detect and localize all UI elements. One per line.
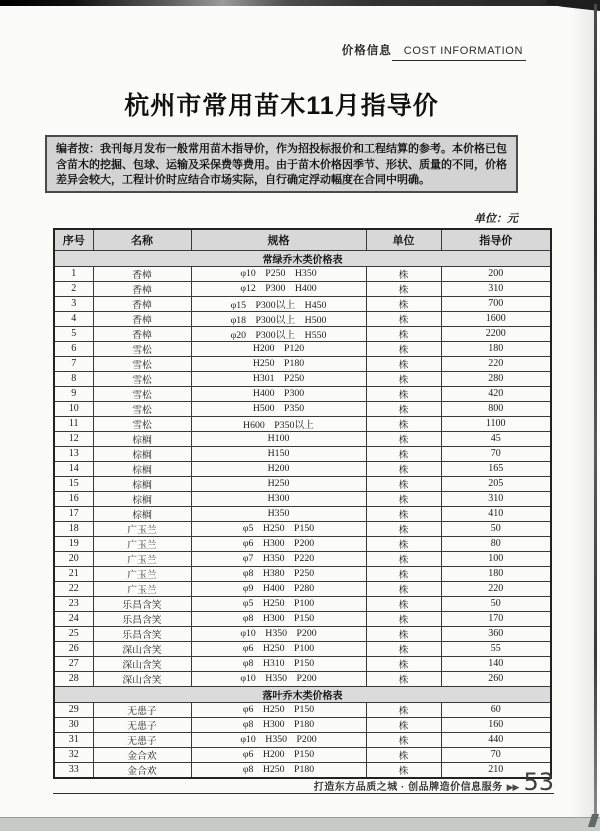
row-index: 3: [54, 296, 93, 311]
guide-price: 140: [441, 656, 551, 671]
plant-name: 深山含笑: [93, 671, 191, 686]
scan-right-page-edge: [594, 4, 597, 817]
table-section-header: [54, 686, 551, 702]
unit: 株: [366, 762, 441, 778]
spec: φ6 H250 P100: [191, 641, 366, 656]
row-index: 1: [54, 266, 93, 281]
guide-price: 410: [441, 506, 551, 521]
plant-name: 棕榈: [93, 461, 191, 476]
guide-price: 420: [441, 386, 551, 401]
table-row: [54, 356, 551, 371]
plant-name: 广玉兰: [93, 536, 191, 551]
unit: 株: [366, 717, 441, 732]
plant-name: 金合欢: [93, 747, 191, 762]
unit: 株: [366, 401, 441, 416]
spec: φ18 P300以上 H500: [191, 311, 366, 326]
spec: H200 P120: [191, 341, 366, 356]
guide-price: 2200: [441, 326, 551, 341]
plant-name: 金合欢: [93, 762, 191, 778]
scan-bottom-band: [0, 817, 600, 831]
table-section-title: 常绿乔木类价格表: [54, 250, 551, 266]
double-arrow-icon: ▶▶: [506, 782, 519, 792]
plant-name: 深山含笑: [93, 641, 191, 656]
guide-price: 1100: [441, 416, 551, 431]
row-index: 24: [54, 611, 93, 626]
spec: H200: [191, 461, 366, 476]
plant-name: 香樟: [93, 311, 191, 326]
plant-name: 乐昌含笑: [93, 596, 191, 611]
guide-price: 210: [441, 762, 551, 778]
plant-name: 雪松: [93, 356, 191, 371]
spec: H301 P250: [191, 371, 366, 386]
column-header-unit: 单位: [366, 229, 441, 250]
table-row: [54, 671, 551, 686]
unit: 株: [366, 671, 441, 686]
table-row: [54, 732, 551, 747]
guide-price: 50: [441, 596, 551, 611]
table-row: [54, 747, 551, 762]
spec: φ8 H310 P150: [191, 656, 366, 671]
plant-name: 棕榈: [93, 476, 191, 491]
guide-price: 360: [441, 626, 551, 641]
plant-name: 雪松: [93, 371, 191, 386]
guide-price: 50: [441, 521, 551, 536]
footer: [314, 768, 554, 796]
price-table: [53, 228, 552, 779]
plant-name: 香樟: [93, 296, 191, 311]
spec: φ8 H300 P150: [191, 611, 366, 626]
table-row: [54, 416, 551, 431]
spec: H300: [191, 491, 366, 506]
table-row: [54, 536, 551, 551]
row-index: 15: [54, 476, 93, 491]
row-index: 12: [54, 431, 93, 446]
plant-name: 雪松: [93, 386, 191, 401]
unit: 株: [366, 611, 441, 626]
row-index: 22: [54, 581, 93, 596]
plant-name: 无患子: [93, 717, 191, 732]
row-index: 26: [54, 641, 93, 656]
unit: 株: [366, 356, 441, 371]
guide-price: 220: [441, 581, 551, 596]
guide-price: 280: [441, 371, 551, 386]
spec: φ10 H350 P200: [191, 732, 366, 747]
spec: φ8 H380 P250: [191, 566, 366, 581]
scan-right-shading: [570, 6, 594, 817]
table-row: [54, 266, 551, 281]
row-index: 30: [54, 717, 93, 732]
spec: φ12 P300 H400: [191, 281, 366, 296]
table-header-row: [54, 229, 551, 250]
plant-name: 无患子: [93, 732, 191, 747]
unit: 株: [366, 506, 441, 521]
spec: H250: [191, 476, 366, 491]
column-header-price: 指导价: [441, 229, 551, 250]
guide-price: 170: [441, 611, 551, 626]
table-row: [54, 476, 551, 491]
guide-price: 260: [441, 671, 551, 686]
unit: 株: [366, 521, 441, 536]
spec: φ10 P250 H350: [191, 266, 366, 281]
row-index: 25: [54, 626, 93, 641]
row-index: 5: [54, 326, 93, 341]
table-row: [54, 401, 551, 416]
unit: 株: [366, 341, 441, 356]
plant-name: 无患子: [93, 702, 191, 717]
unit: 株: [366, 581, 441, 596]
table-row: [54, 702, 551, 717]
plant-name: 棕榈: [93, 491, 191, 506]
table-row: [54, 491, 551, 506]
row-index: 7: [54, 356, 93, 371]
unit: 株: [366, 732, 441, 747]
plant-name: 广玉兰: [93, 581, 191, 596]
unit: 株: [366, 446, 441, 461]
table-row: [54, 596, 551, 611]
table-row: [54, 431, 551, 446]
spec: φ5 H250 P150: [191, 521, 366, 536]
table-row: [54, 371, 551, 386]
table-row: [54, 461, 551, 476]
column-header-index: 序号: [54, 229, 93, 250]
table-row: [54, 581, 551, 596]
table-row: [54, 446, 551, 461]
guide-price: 160: [441, 717, 551, 732]
unit: 株: [366, 596, 441, 611]
guide-price: 200: [441, 266, 551, 281]
plant-name: 广玉兰: [93, 566, 191, 581]
table-row: [54, 641, 551, 656]
row-index: 18: [54, 521, 93, 536]
table-row: [54, 656, 551, 671]
table-row: [54, 281, 551, 296]
guide-price: 45: [441, 431, 551, 446]
row-index: 16: [54, 491, 93, 506]
guide-price: 180: [441, 566, 551, 581]
plant-name: 广玉兰: [93, 521, 191, 536]
spec: φ9 H400 P280: [191, 581, 366, 596]
plant-name: 棕榈: [93, 431, 191, 446]
footer-rule: [53, 793, 554, 794]
spec: φ8 H250 P180: [191, 762, 366, 778]
guide-price: 180: [441, 341, 551, 356]
spec: H600 P350以上: [191, 416, 366, 431]
row-index: 32: [54, 747, 93, 762]
unit: 株: [366, 431, 441, 446]
guide-price: 310: [441, 281, 551, 296]
plant-name: 棕榈: [93, 446, 191, 461]
guide-price: 220: [441, 356, 551, 371]
spec: H100: [191, 431, 366, 446]
unit: 株: [366, 536, 441, 551]
page-title: 杭州市常用苗木11月指导价: [124, 92, 439, 120]
spec: H350: [191, 506, 366, 521]
row-index: 11: [54, 416, 93, 431]
table-row: [54, 566, 551, 581]
unit: 株: [366, 702, 441, 717]
unit-note: 单位：元: [474, 213, 518, 225]
unit: 株: [366, 551, 441, 566]
plant-name: 香樟: [93, 281, 191, 296]
row-index: 23: [54, 596, 93, 611]
table-row: [54, 551, 551, 566]
unit: 株: [366, 371, 441, 386]
table-row: [54, 341, 551, 356]
table-row: [54, 296, 551, 311]
row-index: 2: [54, 281, 93, 296]
column-header-spec: 规格: [191, 229, 366, 250]
unit: 株: [366, 416, 441, 431]
unit: 株: [366, 326, 441, 341]
row-index: 19: [54, 536, 93, 551]
table-row: [54, 611, 551, 626]
spec: H400 P300: [191, 386, 366, 401]
plant-name: 广玉兰: [93, 551, 191, 566]
guide-price: 70: [441, 747, 551, 762]
guide-price: 1600: [441, 311, 551, 326]
price-table-body: [54, 250, 551, 778]
plant-name: 乐昌含笑: [93, 626, 191, 641]
guide-price: 80: [441, 536, 551, 551]
row-index: 28: [54, 671, 93, 686]
unit: 株: [366, 461, 441, 476]
spec: φ6 H250 P150: [191, 702, 366, 717]
unit: 株: [366, 747, 441, 762]
table-row: [54, 626, 551, 641]
spec: φ20 P300以上 H550: [191, 326, 366, 341]
guide-price: 440: [441, 732, 551, 747]
row-index: 21: [54, 566, 93, 581]
unit: 株: [366, 386, 441, 401]
unit: 株: [366, 626, 441, 641]
table-section-title: 落叶乔木类价格表: [54, 686, 551, 702]
spec: φ10 H350 P200: [191, 671, 366, 686]
plant-name: 雪松: [93, 341, 191, 356]
unit: 株: [366, 656, 441, 671]
plant-name: 乐昌含笑: [93, 611, 191, 626]
spec: φ15 P300以上 H450: [191, 296, 366, 311]
plant-name: 深山含笑: [93, 656, 191, 671]
plant-name: 棕榈: [93, 506, 191, 521]
guide-price: 100: [441, 551, 551, 566]
unit: 株: [366, 296, 441, 311]
spec: H250 P180: [191, 356, 366, 371]
plant-name: 香樟: [93, 326, 191, 341]
table-row: [54, 386, 551, 401]
plant-name: 雪松: [93, 401, 191, 416]
guide-price: 310: [441, 491, 551, 506]
unit: 株: [366, 266, 441, 281]
spec: φ6 H300 P200: [191, 536, 366, 551]
table-row: [54, 311, 551, 326]
row-index: 27: [54, 656, 93, 671]
spec: φ7 H350 P220: [191, 551, 366, 566]
editor-note-box: 编者按：我刊每月发布一般常用苗木指导价，作为招投标报价和工程结算的参考。本价格已包含苗木的挖掘、包球、运输及采保费等费用。由于苗木价格因季节、形状、质量的不同，价格差异会较大，工程计价时应结合市场实际，自行确定浮动幅度在合同中明确。: [45, 135, 518, 193]
guide-price: 55: [441, 641, 551, 656]
row-index: 20: [54, 551, 93, 566]
unit: 株: [366, 491, 441, 506]
row-index: 4: [54, 311, 93, 326]
table-row: [54, 717, 551, 732]
page-number: 53: [523, 768, 554, 796]
guide-price: 205: [441, 476, 551, 491]
guide-price: 165: [441, 461, 551, 476]
spec: φ5 H250 P100: [191, 596, 366, 611]
table-row: [54, 521, 551, 536]
footer-slogan-text: 打造东方品质之城 · 创品牌造价信息服务: [313, 782, 503, 793]
row-index: 31: [54, 732, 93, 747]
row-index: 29: [54, 702, 93, 717]
row-index: 6: [54, 341, 93, 356]
row-index: 14: [54, 461, 93, 476]
unit: 株: [366, 476, 441, 491]
plant-name: 雪松: [93, 416, 191, 431]
unit: 株: [366, 311, 441, 326]
spec: H500 P350: [191, 401, 366, 416]
guide-price: 70: [441, 446, 551, 461]
spec: φ10 H350 P200: [191, 626, 366, 641]
masthead-label-en: COST INFORMATION: [392, 45, 526, 61]
spec: φ6 H200 P150: [191, 747, 366, 762]
row-index: 17: [54, 506, 93, 521]
spec: φ8 H300 P180: [191, 717, 366, 732]
row-index: 8: [54, 371, 93, 386]
table-row: [54, 326, 551, 341]
row-index: 13: [54, 446, 93, 461]
masthead: [342, 42, 526, 61]
spec: H150: [191, 446, 366, 461]
row-index: 10: [54, 401, 93, 416]
column-header-name: 名称: [93, 229, 191, 250]
table-row: [54, 506, 551, 521]
masthead-label-cn: 价格信息: [341, 45, 392, 57]
unit: 株: [366, 641, 441, 656]
unit: 株: [366, 566, 441, 581]
unit: 株: [366, 281, 441, 296]
guide-price: 60: [441, 702, 551, 717]
scan-top-edge-artifact: [0, 0, 600, 6]
plant-name: 香樟: [93, 266, 191, 281]
row-index: 33: [54, 762, 93, 778]
guide-price: 700: [441, 296, 551, 311]
table-section-header: [54, 250, 551, 266]
guide-price: 800: [441, 401, 551, 416]
row-index: 9: [54, 386, 93, 401]
